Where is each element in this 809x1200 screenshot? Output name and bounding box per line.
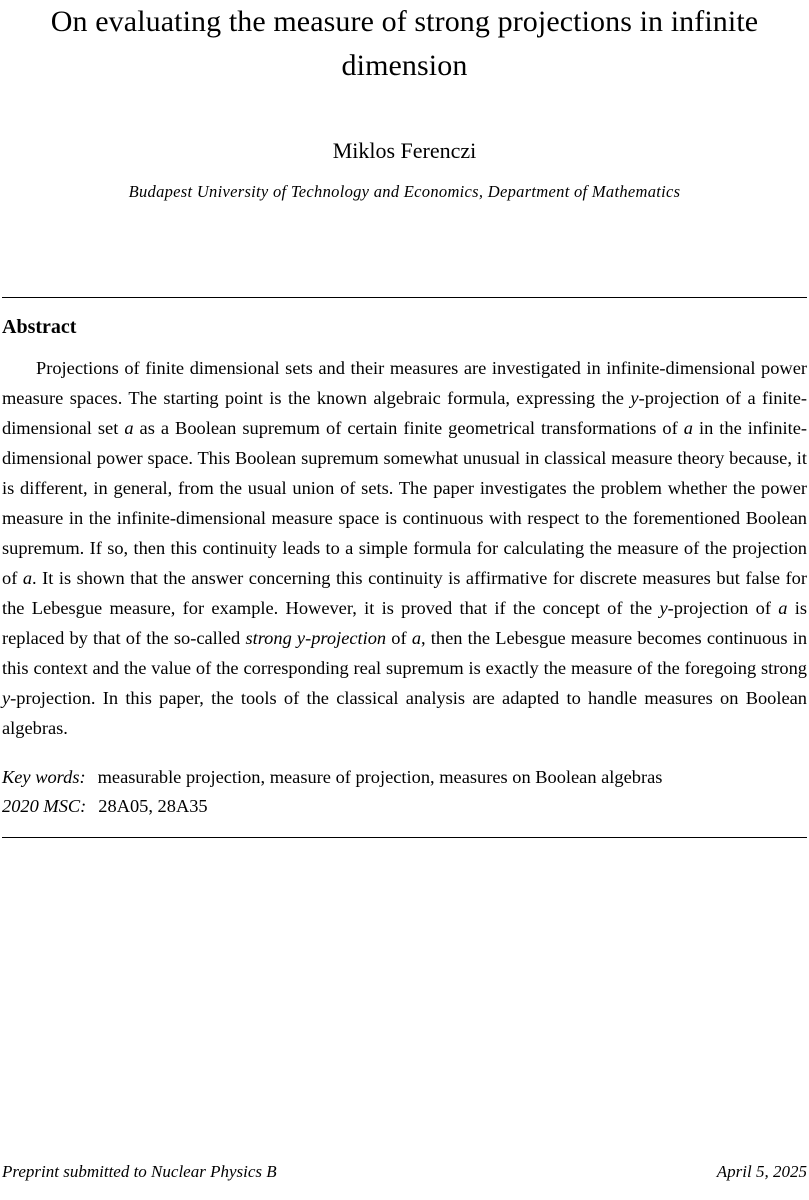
abstract-body [2, 353, 807, 743]
abstract-text-10: -projection. In this paper, the tools of the classical analysis are adapted to handle measures on Boolean algebras. [2, 688, 807, 738]
keywords-value: measurable projection, measure of projection, measures on Boolean algebras [97, 767, 663, 787]
abstract-text-5: . It is shown that the answer concerning this continuity is affirmative for discrete measures but false for the Lebesgue measure, for example. However, it is proved that if the concept of the [2, 568, 808, 618]
divider-top [2, 297, 807, 298]
math-var-a-3: a [22, 568, 33, 588]
abstract-text-7: is replaced by that of the so-called [2, 598, 807, 648]
abstract-text-2: -projection of a finite-dimensional set [2, 388, 807, 438]
keywords-label: Key words: [2, 767, 86, 787]
emphasis-strong-y-projection: strong y-projection [245, 628, 387, 648]
footer-right-date: April 5, 2025 [716, 1162, 807, 1181]
math-var-y-1: y [630, 388, 639, 408]
msc-line [2, 792, 807, 821]
footer-left-text: Preprint submitted to Nuclear Physics B [2, 1162, 277, 1181]
keywords-line [2, 763, 807, 792]
math-var-a-1: a [124, 418, 134, 438]
abstract-text-3: as a Boolean supremum of certain finite geometrical transformations of [133, 418, 684, 438]
msc-label: 2020 MSC: [2, 796, 87, 816]
abstract-text-6: -projection of [667, 598, 779, 618]
math-var-y-2: y [659, 598, 668, 618]
author-affiliation: Budapest University of Technology and Economics, Department of Mathematics [128, 182, 681, 201]
abstract-heading: Abstract [2, 316, 77, 338]
math-var-a-5: a [411, 628, 422, 648]
divider-bottom [2, 837, 807, 838]
abstract-text-4: in the infinite-dimensional power space. This Boolean supremum somewhat unusual in classical measure theory because, it is different, in general, from the usual union of sets. The paper investigates the problem whether the power measure in the infinite-dimensional measure space is continuous with respect to the forementioned Boolean supremum. If so, then this continuity leads to a simple formula for calculating the measure of the projection of [2, 418, 807, 588]
math-var-a-2: a [683, 418, 693, 438]
author-name: Miklos Ferenczi [332, 138, 477, 163]
page-footer [2, 1162, 807, 1182]
msc-value: 28A05, 28A35 [98, 796, 208, 816]
abstract-text-1: Projections of finite dimensional sets and their measures are investigated in infinite-dimensional power measure spaces. The starting point is the known algebraic formula, expressing the [2, 358, 807, 408]
math-var-a-4: a [778, 598, 788, 618]
abstract-text-8: of [386, 628, 412, 648]
math-var-y-3: y [2, 688, 11, 708]
abstract-text-9: , then the Lebesgue measure becomes continuous in this context and the value of the corresponding real supremum is exactly the measure of the foregoing strong [2, 628, 808, 678]
page-title: On evaluating the measure of strong projections in infinite dimension [50, 5, 759, 82]
